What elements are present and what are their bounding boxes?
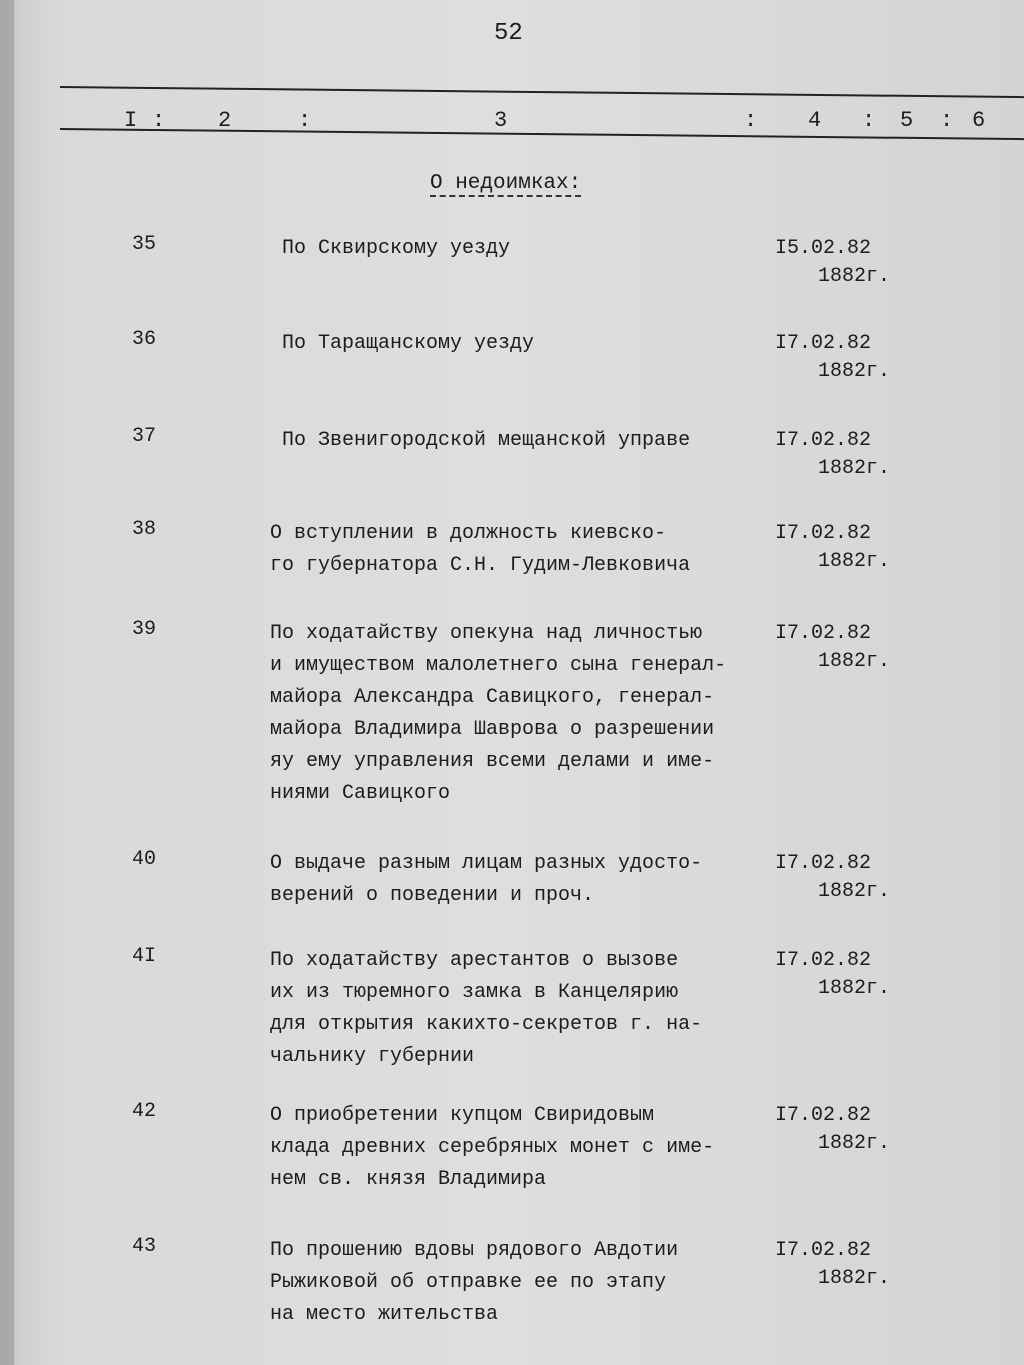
entry-year: 1882г. (818, 550, 891, 573)
entry-line: го губернатора С.Н. Гудим-Левковича (270, 554, 691, 577)
entry-line: По прошению вдовы рядового Авдотии (270, 1239, 679, 1262)
entry-line: По Звенигородской мещанской управе (282, 429, 691, 452)
entry-line: их из тюремного замка в Канцелярию (270, 981, 679, 1004)
page-edge (0, 0, 15, 1365)
col-sep: : (940, 108, 954, 133)
entry-line: О выдаче разным лицам разных удосто- (270, 852, 703, 875)
entry-date: I7.02.82 (775, 949, 872, 972)
entry-line: По Сквирскому уезду (282, 237, 511, 260)
entry-number: 36 (132, 328, 157, 351)
entry-text (270, 1100, 714, 1196)
entry-year: 1882г. (818, 265, 891, 288)
entry-text (270, 1235, 678, 1331)
col-sep: : (862, 108, 876, 133)
entry-text (270, 945, 702, 1073)
entry-text (270, 848, 702, 912)
col-header: 3 (494, 108, 508, 133)
entry-number: 37 (132, 425, 157, 448)
entry-line: майора Владимира Шаврова о разрешении (270, 718, 715, 741)
entry-date: I7.02.82 (775, 852, 872, 875)
col-header: I (124, 108, 138, 133)
entry-line: По Таращанскому уезду (282, 332, 535, 355)
entry-text (282, 425, 690, 457)
entry-year: 1882г. (818, 880, 891, 903)
table-rule-bottom (60, 128, 1024, 140)
entry-number: 40 (132, 848, 157, 871)
entry-line: яу ему управления всеми делами и име- (270, 750, 715, 773)
entry-line: О приобретении купцом Свиридовым (270, 1104, 655, 1127)
entry-date: I7.02.82 (775, 1104, 872, 1127)
entry-line: на место жительства (270, 1303, 499, 1326)
entry-line: майора Александра Савицкого, генерал- (270, 686, 715, 709)
entry-year: 1882г. (818, 360, 891, 383)
entry-line: верений о поведении и проч. (270, 884, 595, 907)
entry-date: I5.02.82 (775, 237, 872, 260)
entry-line: О вступлении в должность киевско- (270, 522, 667, 545)
entry-line: для открытия какихто-секретов г. на- (270, 1013, 703, 1036)
entry-line: ниями Савицкого (270, 782, 451, 805)
entry-year: 1882г. (818, 1132, 891, 1155)
entry-line: Рыжиковой об отправке ее по этапу (270, 1271, 667, 1294)
entry-text (282, 328, 534, 360)
entry-date: I7.02.82 (775, 332, 872, 355)
col-header: 6 (972, 108, 986, 133)
entry-text (270, 518, 690, 582)
entry-date: I7.02.82 (775, 1239, 872, 1262)
entry-line: клада древних серебряных монет с име- (270, 1136, 715, 1159)
col-header: 4 (808, 108, 822, 133)
entry-number: 35 (132, 233, 157, 256)
col-header: 2 (218, 108, 232, 133)
entry-number: 39 (132, 618, 157, 641)
entry-line: и имуществом малолетнего сына генерал- (270, 654, 727, 677)
entry-text (282, 233, 510, 265)
entry-number: 38 (132, 518, 157, 541)
entry-number: 42 (132, 1100, 157, 1123)
entry-text (270, 618, 726, 810)
entry-number: 43 (132, 1235, 157, 1258)
entry-year: 1882г. (818, 1267, 891, 1290)
col-sep: : (744, 108, 758, 133)
entry-date: I7.02.82 (775, 622, 872, 645)
entry-year: 1882г. (818, 977, 891, 1000)
col-header: 5 (900, 108, 914, 133)
table-rule-top (60, 86, 1024, 98)
page-number: 52 (494, 20, 523, 47)
entry-line: чальнику губернии (270, 1045, 475, 1068)
entry-line: По ходатайству арестантов о вызове (270, 949, 679, 972)
entry-line: По ходатайству опекуна над личностью (270, 622, 703, 645)
entry-year: 1882г. (818, 457, 891, 480)
col-sep: : (298, 108, 312, 133)
entry-date: I7.02.82 (775, 522, 872, 545)
entry-year: 1882г. (818, 650, 891, 673)
col-sep: : (152, 108, 166, 133)
entry-date: I7.02.82 (775, 429, 872, 452)
entry-number: 4I (132, 945, 157, 968)
entry-line: нем св. князя Владимира (270, 1168, 547, 1191)
section-title: О недоимках: (430, 172, 582, 195)
